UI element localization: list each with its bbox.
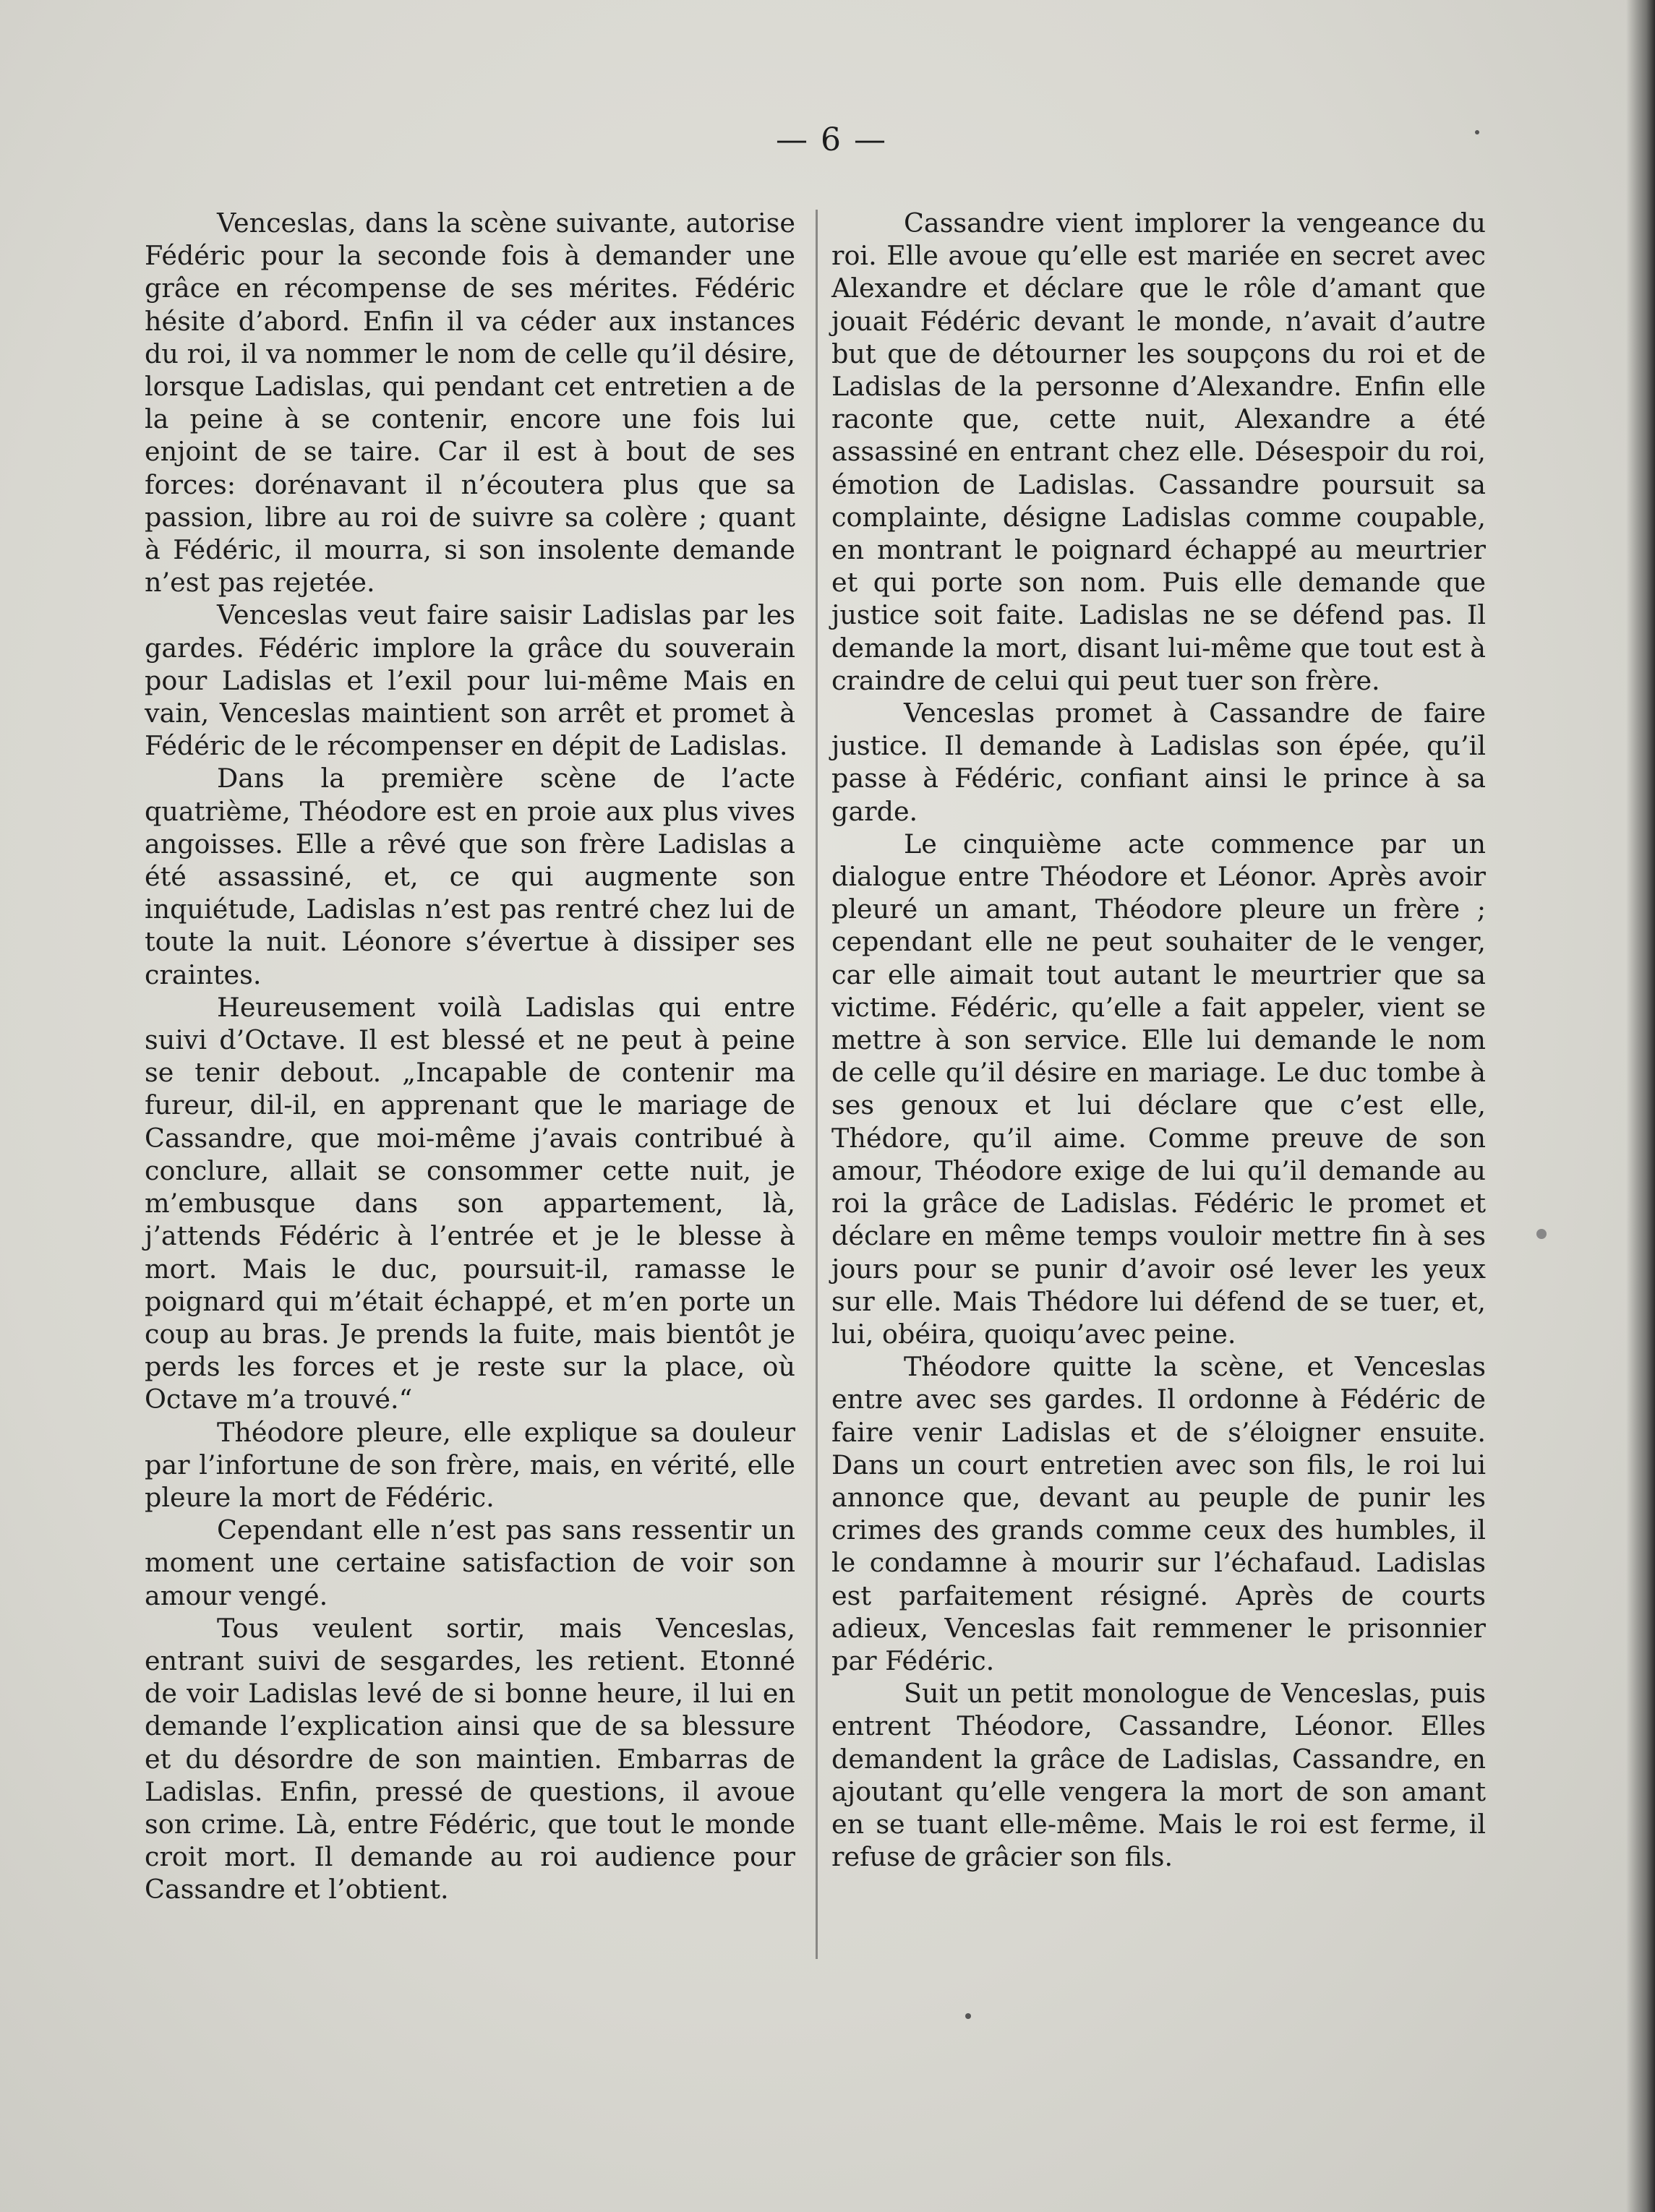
right-paragraph-5: Suit un petit monologue de Venceslas, puis entrent Théodore, Cassandre, Léonor. Elles demandent la grâce de Ladislas, Cassandre, en ajoutant qu’elle vengera la mort de son amant en se tuant elle-même. Mais le roi est ferme, il refuse de grâcier son fils.	[831, 1678, 1486, 1873]
column-divider	[816, 210, 818, 1959]
right-column	[831, 207, 1486, 1873]
paper-speck	[965, 2013, 971, 2019]
paper-speck	[1475, 130, 1479, 134]
left-paragraph-4: Heureusement voilà Ladislas qui entre suivi d’Octave. Il est blessé et ne peut à peine se tenir debout. „Incapable de contenir ma fureur, dil-il, en apprenant que le mariage de Cassandre, que moi-même j’avais contribué à conclure, allait se consommer cette nuit, je m’embusque dans son appartement, là, j’attends Fédéric à l’entrée et je le blesse à mort. Mais le duc, poursuit-il, ramasse le poignard qui m’était échappé, et m’en porte un coup au bras. Je prends la fuite, mais bientôt je perds les forces et je reste sur la place, où Octave m’a trouvé.“	[145, 991, 795, 1415]
left-paragraph-7: Tous veulent sortir, mais Venceslas, entrant suivi de sesgardes, les retient. Etonné de voir Ladislas levé de si bonne heure, il lui en demande l’explication ainsi que de sa blessure et du désordre de son maintien. Embarras de Ladislas. Enfin, pressé de questions, il avoue son crime. Là, entre Fédéric, que tout le monde croit mort. Il demande au roi audience pour Cassandre et l’obtient.	[145, 1612, 795, 1906]
right-paragraph-4: Théodore quitte la scène, et Venceslas entre avec ses gardes. Il ordonne à Fédéric de faire venir Ladislas et de s’éloigner ensuite. Dans un court entretien avec son fils, le roi lui annonce que, devant au peuple de punir les crimes des grands comme ceux des humbles, il le condamne à mourir sur l’échafaud. Ladislas est parfaitement résigné. Après de courts adieux, Venceslas fait remmener le prisonnier par Fédéric.	[831, 1351, 1486, 1676]
left-paragraph-6: Cependant elle n’est pas sans ressentir un moment une certaine satisfaction de voir son amour vengé.	[145, 1514, 795, 1611]
page-edge-shadow	[1626, 0, 1655, 2212]
right-paragraph-2: Venceslas promet à Cassandre de faire justice. Il demande à Ladislas son épée, qu’il passe à Fédéric, confiant ainsi le prince à sa garde.	[831, 698, 1486, 827]
right-paragraph-1: Cassandre vient implorer la vengeance du roi. Elle avoue qu’elle est mariée en secret avec Alexandre et déclare que le rôle d’amant que jouait Fédéric devant le monde, n’avait d’autre but que de détourner les soupçons du roi et de Ladislas de la personne d’Alexandre. Enfin elle raconte que, cette nuit, Alexandre a été assassiné en entrant chez elle. Désespoir du roi, émotion de Ladislas. Cassandre poursuit sa complainte, désigne Ladislas comme coupable, en montrant le poignard échappé au meurtrier et qui porte son nom. Puis elle demande que justice soit faite. Ladislas ne se défend pas. Il demande la mort, disant lui-même que tout est à craindre de celui qui peut tuer son frère.	[831, 207, 1486, 696]
page-number: — 6 —	[776, 121, 887, 158]
left-paragraph-2: Venceslas veut faire saisir Ladislas par les gardes. Fédéric implore la grâce du souverain pour Ladislas et l’exil pour lui-même Mais en vain, Venceslas maintient son arrêt et promet à Fédéric de le récompenser en dépit de Ladislas.	[145, 599, 795, 762]
paper-speck	[1536, 1229, 1547, 1239]
right-paragraph-3: Le cinquième acte commence par un dialogue entre Théodore et Léonor. Après avoir pleuré un amant, Théodore pleure un frère ; cependant elle ne peut souhaiter de le venger, car elle aimait tout autant le meurtrier que sa victime. Fédéric, qu’elle a fait appeler, vient se mettre à son service. Elle lui demande le nom de celle qu’il désire en mariage. Le duc tombe à ses genoux et lui déclare que c’est elle, Thédore, qu’il aime. Comme preuve de son amour, Théodore exige de lui qu’il demande au roi la grâce de Ladislas. Fédéric le promet et déclare en même temps vouloir mettre fin à ses jours pour se punir d’avoir osé lever les yeux sur elle. Mais Thédore lui défend de se tuer, et, lui, obéira, quoiqu’avec peine.	[831, 828, 1486, 1350]
left-paragraph-5: Théodore pleure, elle explique sa douleur par l’infortune de son frère, mais, en vérité, elle pleure la mort de Fédéric.	[145, 1416, 795, 1513]
left-column	[145, 207, 795, 1906]
left-paragraph-3: Dans la première scène de l’acte quatrième, Théodore est en proie aux plus vives angoisses. Elle a rêvé que son frère Ladislas a été assassiné, et, ce qui augmente son inquiétude, Ladislas n’est pas rentré chez lui de toute la nuit. Léonore s’évertue à dissiper ses craintes.	[145, 763, 795, 990]
left-paragraph-1: Venceslas, dans la scène suivante, autorise Fédéric pour la seconde fois à demander une grâce en récompense de ses mérites. Fédéric hésite d’abord. Enfin il va céder aux instances du roi, il va nommer le nom de celle qu’il désire, lorsque Ladislas, qui pendant cet entretien a de la peine à se contenir, encore une fois lui enjoint de se taire. Car il est à bout de ses forces: dorénavant il n’écoutera plus que sa passion, libre au roi de suivre sa colère ; quant à Fédéric, il mourra, si son insolente demande n’est pas rejetée.	[145, 207, 795, 599]
